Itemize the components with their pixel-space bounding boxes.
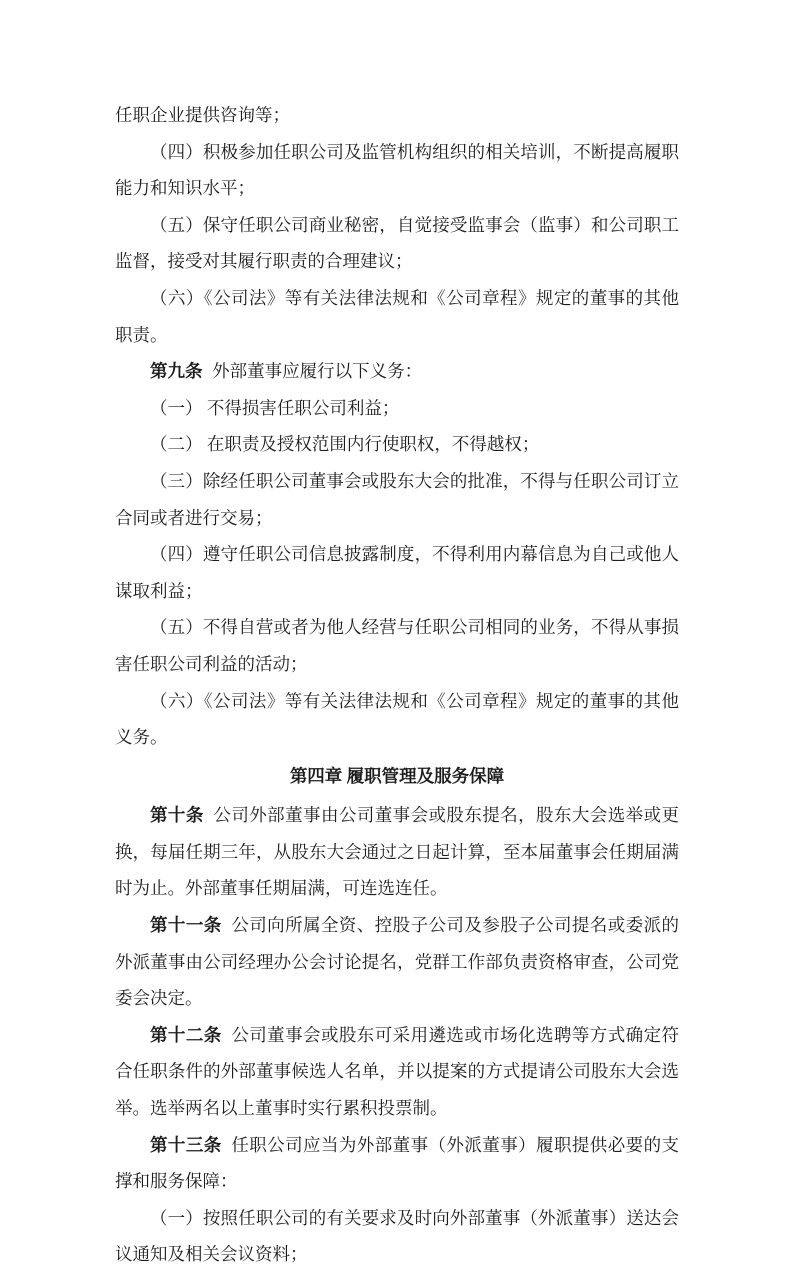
article-number: 第十二条: [150, 1024, 222, 1045]
article-number: 第九条: [150, 361, 203, 382]
clause-item-5-duties: [115, 207, 679, 280]
paragraph-text: （二） 在职责及授权范围内行使职权，不得越权；: [150, 434, 540, 455]
clause-item-5-obligations: [115, 609, 679, 682]
paragraph-text: （一） 不得损害任职公司利益；: [150, 397, 400, 418]
clause-item-2-obligations: [115, 426, 679, 463]
clause-item-4-duties: [115, 134, 679, 207]
paragraph-text: （五）保守任职公司商业秘密，自觉接受监事会（监事）和公司职工监督，接受对其履行职责的合理建议；: [115, 214, 679, 272]
article-10-paragraph: [115, 797, 679, 907]
paragraph-text: （五）不得自营或者为他人经营与任职公司相同的业务，不得从事损害任职公司利益的活动；: [115, 617, 679, 674]
article-12-paragraph: [115, 1017, 679, 1127]
paragraph-text: 任职公司应当为外部董事（外派董事）履职提供必要的支撑和服务保障：: [115, 1134, 680, 1192]
chapter-heading: 第四章 履职管理及服务保障: [289, 765, 505, 786]
paragraph-text: （三）除经任职公司董事会或股东大会的批准，不得与任职公司订立合同或者进行交易；: [115, 470, 679, 528]
paragraph-text: （四）积极参加任职公司及监管机构组织的相关培训，不断提高履职能力和知识水平；: [115, 141, 679, 199]
clause-item-1-obligations: [115, 390, 679, 427]
article-11-paragraph: [115, 907, 679, 1017]
article-13-paragraph: [115, 1127, 679, 1200]
paragraph-text: 任职企业提供咨询等；: [115, 105, 290, 125]
clause-item-4-obligations: [115, 536, 679, 609]
article-number: 第十三条: [150, 1134, 222, 1155]
paragraph-text: 公司董事会或股东可采用遴选或市场化选聘等方式确定符合任职条件的外部董事候选人名单，并以提案的方式提请公司股东大会选举。选举两名以上董事时实行累积投票制。: [115, 1024, 680, 1119]
clause-item-6-duties: [115, 280, 679, 353]
paragraph-text: （六）《公司法》等有关法律法规和《公司章程》规定的董事的其他义务。: [115, 690, 679, 748]
clause-item-6-obligations: [115, 683, 679, 756]
paragraph-text: （一）按照任职公司的有关要求及时向外部董事（外派董事）送达会议通知及相关会议资料；: [115, 1207, 679, 1265]
paragraph-continuation: [115, 97, 679, 134]
paragraph-text: 外部董事应履行以下义务：: [212, 361, 423, 382]
paragraph-text: （四）遵守任职公司信息披露制度，不得利用内幕信息为自己或他人谋取利益；: [115, 544, 679, 601]
article-number: 第十条: [150, 805, 204, 826]
article-number: 第十一条: [150, 915, 222, 936]
article-9-paragraph: [115, 353, 679, 390]
paragraph-text: 公司向所属全资、控股子公司及参股子公司提名或委派的外派董事由公司经理办公会讨论提名，党群工作部负责资格审查，公司党委会决定。: [115, 915, 680, 1009]
clause-item-3-obligations: [115, 463, 679, 536]
clause-item-1-support: [115, 1200, 679, 1273]
paragraph-text: 公司外部董事由公司董事会或股东提名，股东大会选举或更换，每届任期三年，从股东大会通过之日起计算，至本届董事会任期届满时为止。外部董事任期届满，可连选连任。: [115, 805, 680, 899]
paragraph-text: （六）《公司法》等有关法律法规和《公司章程》规定的董事的其他职责。: [115, 287, 679, 345]
